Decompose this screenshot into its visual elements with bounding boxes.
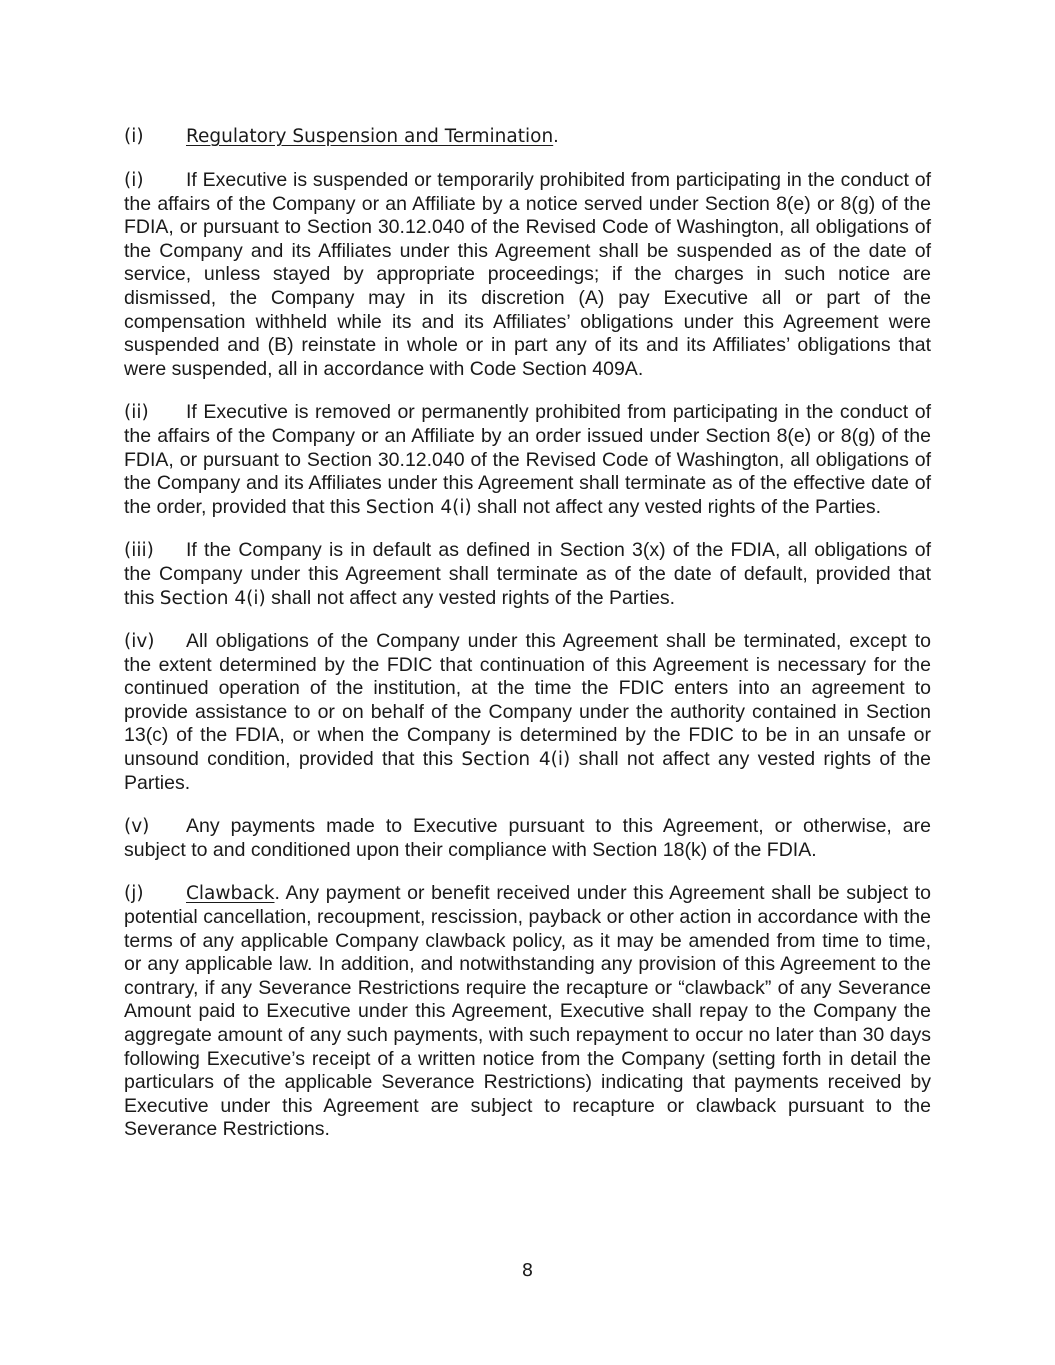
paragraph-text-end: shall not affect any vested rights of the Parties. <box>471 495 882 518</box>
document-page <box>124 124 931 1162</box>
paragraph-text-end: shall not affect any vested rights of the Parties. <box>124 748 931 794</box>
section-j-text: . Any payment or benefit received under this Agreement shall be subject to potential cancellation, recoupment, rescission, payback or other action in accordance with the terms of any applicable Company clawback policy, as it may be amended from time to time, or any applicable law. In addition, and notwithstanding any provision of this Agreement to the contrary, if any Severance Restrictions require the recapture or “clawback” of any Severance Amount paid to Executive under this Agreement, Executive shall repay to the Company the aggregate amount of any such payments, with such repayment to occur no later than 30 days following Executive’s receipt of a written notice from the Company (setting forth in detail the particulars of the applicable Severance Restrictions) indicating that payments received by Executive under this Agreement are subject to recapture or clawback pursuant to the Severance Restrictions. <box>124 882 931 1141</box>
paragraph-text-end: shall not affect any vested rights of the Parties. <box>265 586 676 609</box>
section-reference: Section 4(i) <box>365 496 472 518</box>
paragraph-text: Any payments made to Executive pursuant to this Agreement, or otherwise, are subject to and conditioned upon their compliance with Section 18(k) of the FDIA. <box>124 815 931 861</box>
section-reference: Section 4(i) <box>159 587 266 609</box>
section-i-title-suffix: . <box>553 125 559 147</box>
paragraph-text: If Executive is removed or permanently prohibited from participating in the conduct of the affairs of the Company or an Affiliate by an order issued under Section 8(e) or 8(g) of the FDIA, or pursuant to Section 30.12.040 of the Revised Code of Washington, all obligations of the Company and its Affiliates under this Agreement shall terminate as of the effective date of the order, provided that this <box>124 401 931 518</box>
paragraph-label: (ii) <box>124 402 149 424</box>
paragraph-text: If Executive is suspended or temporarily prohibited from participating in the conduct of the affairs of the Company or an Affiliate by a notice served under Section 8(e) or 8(g) of the FDIA, or pursuant to Section 30.12.040 of the Revised Code of Washington, all obligations of the Company and its Affiliates under this Agreement shall be suspended as of the date of service, unless stayed by appropriate proceedings; if the charges in such notice are dismissed, the Company may in its discretion (A) pay Executive all or part of the compensation withheld while its and its Affiliates’ obligations under this Agreement were suspended and (B) reinstate in whole or in part any of its and its Affiliates’ obligations that were suspended, all in accordance with Code Section 409A. <box>124 169 931 380</box>
paragraph-i <box>124 169 931 381</box>
paragraph-text: All obligations of the Company under this Agreement shall be terminated, except to the extent determined by the FDIC that continuation of this Agreement is necessary for the continued operation of the institution, at the time the FDIC enters into an agreement to provide assistance to or on behalf of the Company under the authority contained in Section 13(c) of the FDIA, or when the Company is determined by the FDIC to be in an unsafe or unsound condition, provided that this <box>124 630 931 771</box>
section-i-heading <box>124 124 931 149</box>
paragraph-label: (iv) <box>124 631 155 653</box>
paragraph-text: If the Company is in default as defined in Section 3(x) of the FDIA, all obligations of the Company under this Agreement shall terminate as of the date of default, provided that this <box>124 539 931 609</box>
paragraph-label: (i) <box>124 170 144 191</box>
section-i-title: Regulatory Suspension and Termination <box>186 126 554 147</box>
section-reference: Section 4(i) <box>461 749 571 771</box>
paragraph-label: (iii) <box>124 540 154 562</box>
paragraph-v <box>124 815 931 862</box>
paragraph-label: (v) <box>124 816 150 838</box>
section-j-label: (j) <box>124 883 144 905</box>
page-number: 8 <box>521 1260 534 1281</box>
section-j-title: Clawback <box>186 883 275 905</box>
paragraph-iv <box>124 630 931 795</box>
section-i-label: (i) <box>124 126 144 147</box>
paragraph-iii <box>124 539 931 610</box>
section-j-paragraph <box>124 882 931 1142</box>
paragraph-ii <box>124 401 931 519</box>
